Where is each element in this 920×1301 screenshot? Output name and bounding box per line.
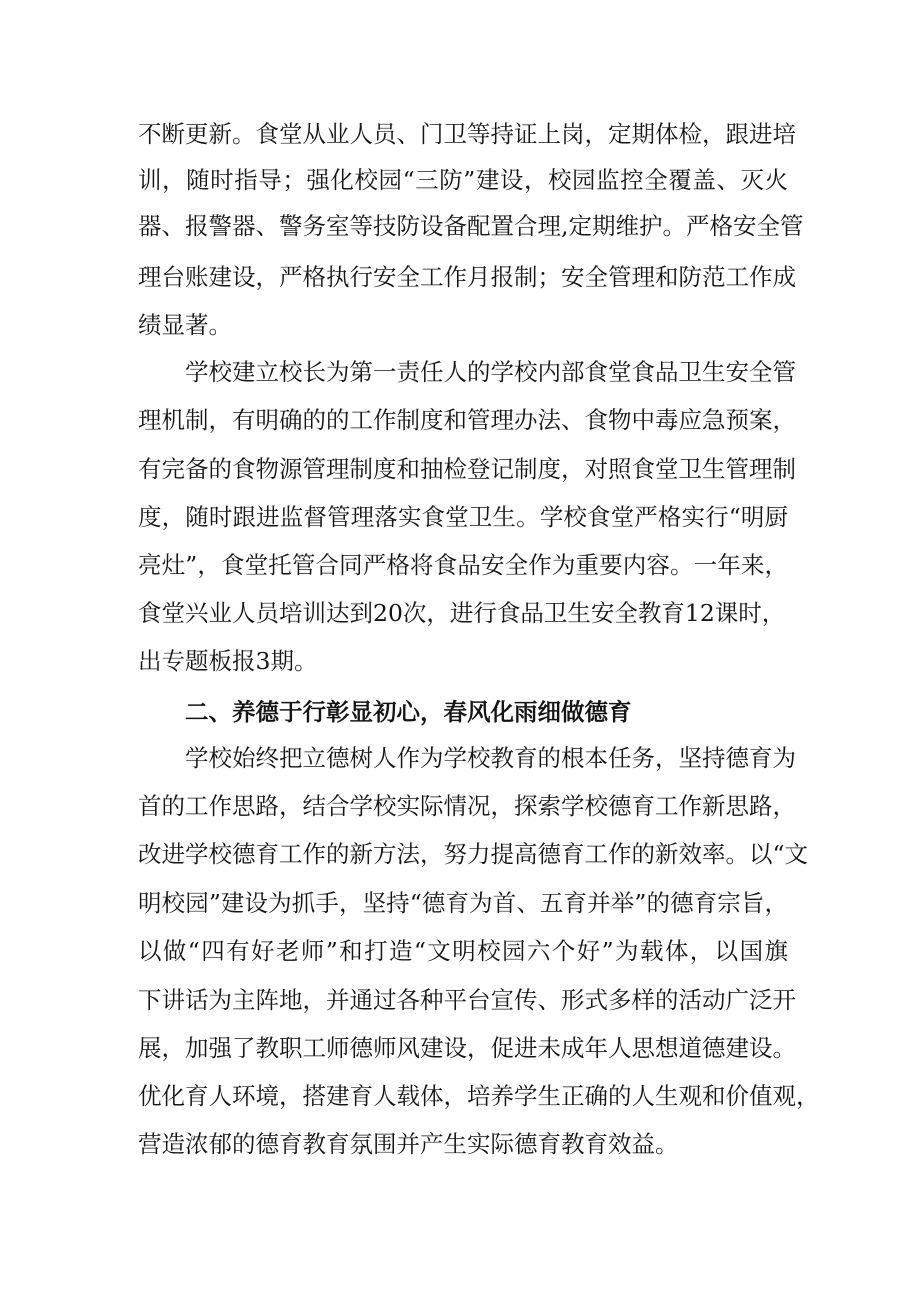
paragraph-2-line-4: 度，随时跟进监督管理落实食堂卫生。学校食堂严格实行“明厨 (138, 503, 788, 531)
paragraph-1-line-3: 器、报警器、警务室等技防设备配置合理,定期维护。严格安全管 (138, 212, 804, 240)
paragraph-2-line-1: 学校建立校长为第一责任人的学校内部食堂食品卫生安全管 (185, 358, 796, 386)
paragraph-3-line-6: 下讲话为主阵地，并通过各种平台宣传、形式多样的活动广泛开 (138, 986, 796, 1014)
paragraph-1-line-5: 绩显著。 (138, 311, 232, 339)
paragraph-3-line-2: 首的工作思路，结合学校实际情况，探索学校德育工作新思路， (138, 792, 796, 820)
paragraph-3-line-3: 改进学校德育工作的新方法，努力提高德育工作的新效率。以“文 (138, 840, 809, 868)
paragraph-3-line-1: 学校始终把立德树人作为学校教育的根本任务，坚持德育为 (185, 744, 796, 772)
paragraph-3-line-7: 展，加强了教职工师德师风建设，促进未成年人思想道德建设。 (138, 1034, 796, 1062)
paragraph-3-line-9: 营造浓郁的德育教育氛围并产生实际德育教育效益。 (138, 1130, 679, 1158)
paragraph-3-line-5: 以做“四有好老师”和打造“文明校园六个好”为载体，以国旗 (138, 937, 788, 965)
paragraph-3-line-8: 优化育人环境，搭建育人载体，培养学生正确的人生观和价值观， (138, 1082, 820, 1110)
paragraph-2-line-5: 亮灶”，食堂托管合同严格将食品安全作为重要内容。一年来， (138, 551, 788, 579)
paragraph-2-line-6: 食堂兴业人员培训达到20次，进行食品卫生安全教育12课时， (138, 599, 786, 627)
paragraph-1-line-4: 理台账建设，严格执行安全工作月报制；安全管理和防范工作成 (138, 263, 796, 291)
paragraph-1-line-1: 不断更新。食堂从业人员、门卫等持证上岗，定期体检，跟进培 (138, 120, 796, 148)
paragraph-2-line-2: 理机制，有明确的的工作制度和管理办法、食物中毒应急预案， (138, 406, 796, 434)
section-heading: 二、养德于行彰显初心，春风化雨细做德育 (185, 698, 632, 726)
paragraph-2-line-7: 出专题板报3期。 (138, 647, 318, 675)
paragraph-1-line-2: 训，随时指导；强化校园“三防”建设，校园监控全覆盖、灭火 (138, 166, 788, 194)
paragraph-3-line-4: 明校园”建设为抓手，坚持“德育为首、五育并举”的德育宗旨， (138, 889, 788, 917)
paragraph-2-line-3: 有完备的食物源管理制度和抽检登记制度，对照食堂卫生管理制 (138, 455, 796, 483)
